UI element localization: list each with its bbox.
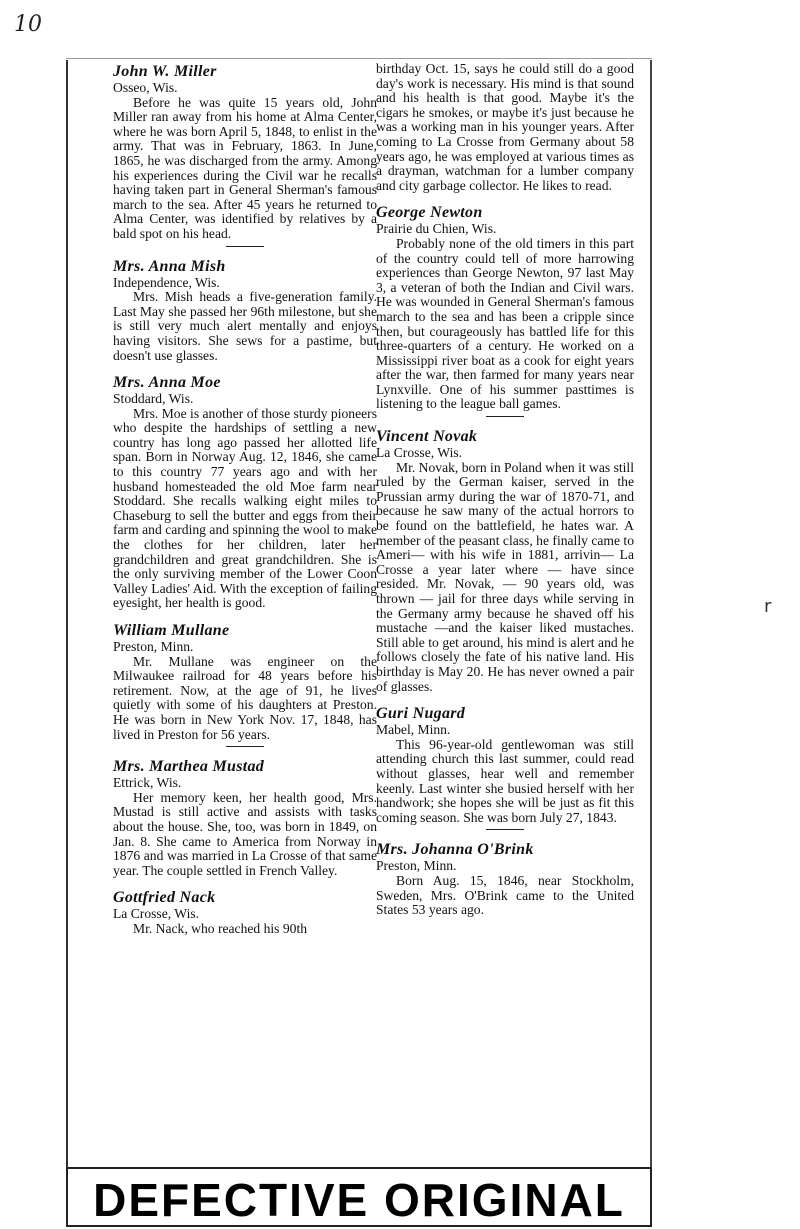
person-name: John W. Miller [113, 63, 217, 80]
obituary-entry [113, 888, 377, 936]
left-border-line [66, 60, 68, 1170]
entry-text: Mr. Nack, who reached his 90th [133, 920, 308, 936]
obituary-entry [113, 621, 377, 747]
person-location: Preston, Minn. [376, 858, 457, 874]
defective-original-stamp [66, 1167, 652, 1227]
person-location: Ettrick, Wis. [113, 775, 182, 791]
entry-text: birthday Oct. 15, says he could still do a good day's work is necessary. His mind is that sound and his health is that good. Maybe it's the cigars he smokes, or maybe it's just because he was a working man in his younger years. After coming to La Crosse from Germany about 58 years ago, he was employed at various times as a drayman, watchman for a lumber company and city garbage collector. He likes to read. [376, 61, 634, 193]
entry-text: Mrs. Moe is another of those sturdy pioneers who despite the hardships of settling a new country has long ago passed her allotted life span. Born in Norway Aug. 12, 1846, she came to this country 77 years ago and with her husband homesteaded the old Moe farm near Stoddard. She recalls walking eight miles to Chaseburg to sell the butter and eggs from their farm and carding and spinning the wool to make the clothes for her children, later her grandchildren and great grandchildren. She is the only surviving member of the Lower Coon Valley Ladies' Aid. With the exception of failing eyesight, her health is good. [113, 405, 377, 611]
divider [226, 246, 264, 247]
divider [226, 746, 264, 747]
entry-text: Before he was quite 15 years old, John Miller ran away from his home at Alma Center, where he was born April 5, 1848, to enlist in the army. That was in February, 1863. In June, 1865, he was discharged from the army. Among his experiences during the Civil war he recalls having taken part in General Sherman's famous march to the sea. After 45 years he returned to Alma Center, was identified by relatives by a bald spot on his head. [113, 94, 377, 241]
left-column [113, 62, 377, 947]
entry-text: Her memory keen, her health good, Mrs. Mustad is still active and assists with tasks about the house. She, too, was born in 1849, on Jan. 8. She came to America from Norway in 1876 and was married in La Crosse of that same year. The couple settled in French Valley. [113, 789, 377, 878]
obituary-entry [113, 373, 377, 611]
obituary-entry [113, 62, 377, 247]
person-name: Gottfried Nack [113, 889, 216, 907]
person-location: Prairie du Chien, Wis. [376, 221, 497, 237]
top-rule [66, 58, 652, 59]
obituary-entry [376, 704, 634, 830]
entry-text: Mr. Mullane was engineer on the Milwaukee railroad for 48 years before his retirement. Now, at the age of 91, he lives quietly with some of his daughters at Preston. He was born in New York Nov. 17, 1848, has lived in Preston for 56 years. [113, 653, 377, 742]
stamp-text: DEFECTIVE ORIGINAL [93, 1174, 625, 1226]
right-border-line [650, 60, 652, 1170]
obituary-entry [376, 203, 634, 417]
person-name: Mrs. Marthea Mustad [113, 758, 265, 776]
entry-text: Mrs. Mish heads a five-generation family. Last May she passed her 96th milestone, but she is still very much alert mentally and enjoys having visitors. She sews for a pastime, but doesn't use glasses. [113, 289, 377, 363]
margin-mark: r [764, 596, 772, 617]
right-column [376, 62, 634, 928]
person-name: Guri Nugard [376, 705, 466, 723]
entry-text: Mr. Novak, born in Poland when it was still ruled by the German kaiser, served in the Prussian army during the war of 1870-71, and because he saw many of the actual horrors to be found on the battlefield, he hates war. A member of the peasant class, he finally came to Ameri— with his wife in 1881, arrivin— La Crosse a year later where — have since resided. Mr. Novak, — 90 years old, was thrown — jail for three days while serving in the Germany army because he shaved off his mustache —and the kaiser liked mustaches. Still able to get around, his mind is alert and he follows closely the fate of his native land. His birthday is May 20. He has never owned a pair of glasses. [376, 459, 634, 694]
obituary-entry [376, 427, 634, 694]
person-name: Mrs. Anna Mish [113, 257, 226, 275]
entry-text: This 96-year-old gentlewoman was still attending church this last summer, could read without glasses, hear well and remember keenly. Last winter she busied herself with her handwork; she hopes she will be just as fit this coming season. She was born July 27, 1843. [376, 736, 634, 825]
obituary-entry [113, 257, 377, 364]
person-location: Stoddard, Wis. [113, 391, 194, 407]
person-location: Mabel, Minn. [376, 722, 451, 738]
obituary-entry [113, 757, 377, 878]
person-name: Vincent Novak [376, 428, 478, 446]
divider [486, 416, 524, 417]
page-number: 10 [14, 12, 42, 37]
person-name: William Mullane [113, 622, 230, 639]
person-name: Mrs. Johanna O'Brink [376, 841, 534, 859]
entry-text: Born Aug. 15, 1846, near Stockholm, Sweden, Mrs. O'Brink came to the United States 53 years ago. [376, 872, 634, 918]
person-location: Preston, Minn. [113, 639, 194, 654]
continued-text [376, 62, 634, 193]
person-location: Independence, Wis. [113, 274, 220, 290]
person-name: George Newton [376, 204, 483, 222]
divider [486, 829, 524, 830]
entry-text: Probably none of the old timers in this part of the country could tell of more harrowing experiences than George Newton, 97 last May 3, a veteran of both the Indian and Civil wars. He was wounded in General Sherman's famous march to the sea and has been a cripple since then, but courageously has battled life for this three-quarters of a century. He worked on a Mississippi river boat as a cook for eight years after the war, then farmed for many years near Lynxville. One of his summer pasttimes is listening to the league ball games. [376, 235, 634, 412]
person-name: Mrs. Anna Moe [113, 374, 221, 392]
person-location: La Crosse, Wis. [113, 906, 200, 922]
person-location: La Crosse, Wis. [376, 445, 463, 461]
person-location: Osseo, Wis. [113, 80, 178, 95]
obituary-entry [376, 840, 634, 917]
